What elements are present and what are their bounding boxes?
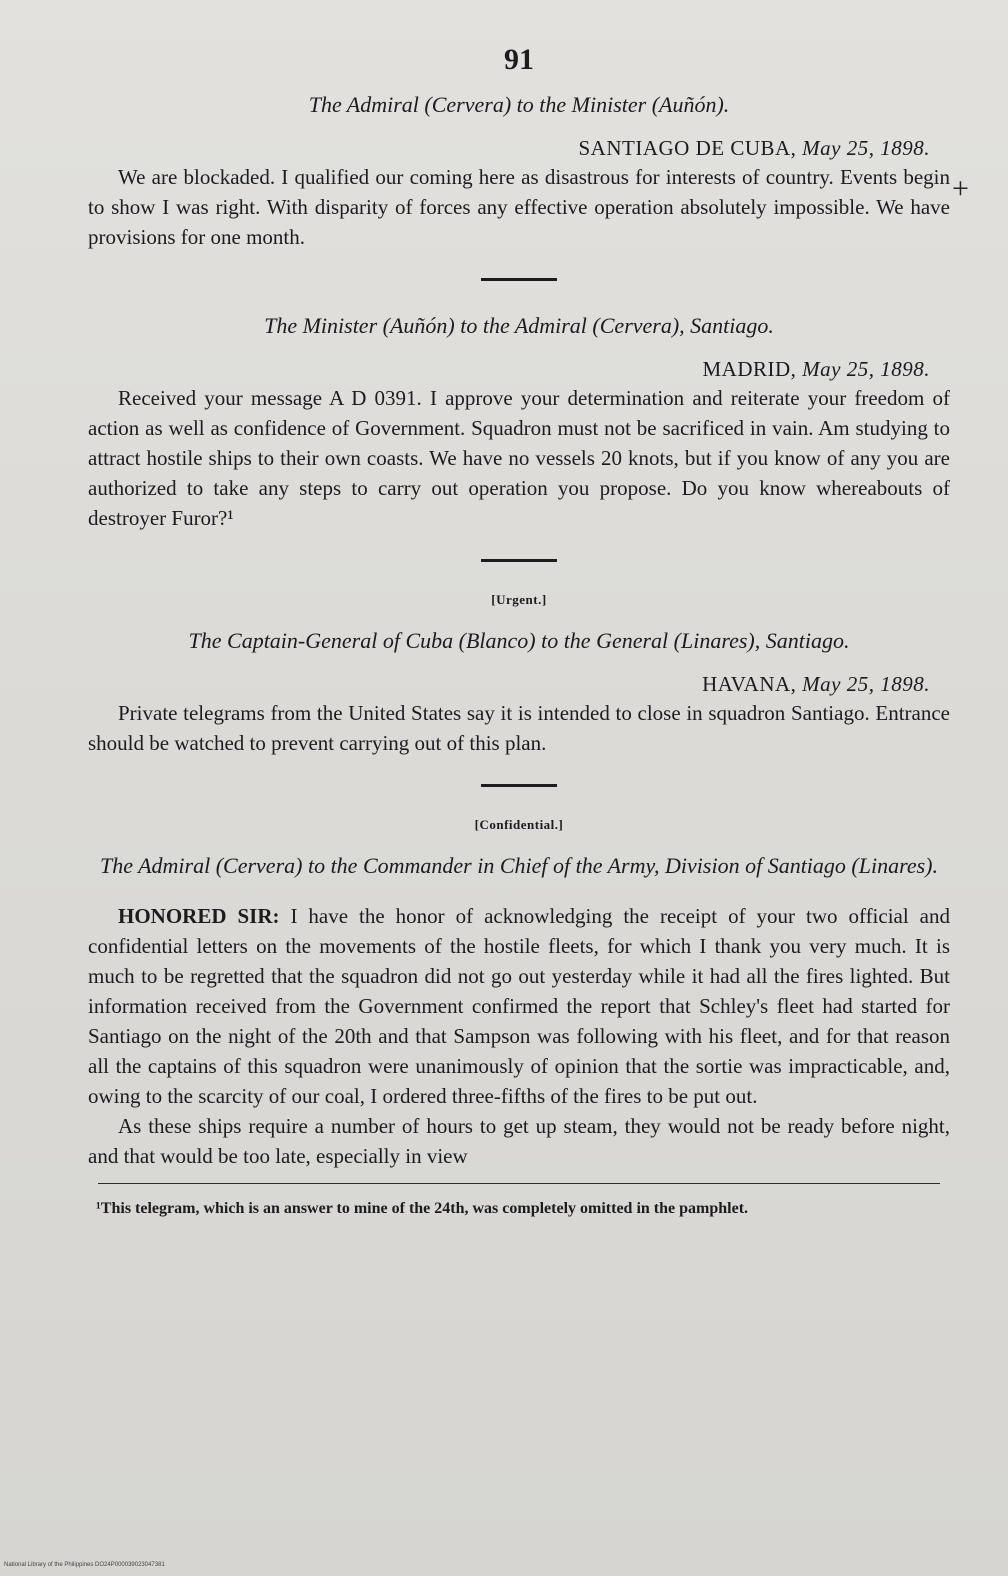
section-4-note: [Confidential.] — [474, 817, 564, 832]
page-number: 91 — [504, 43, 534, 76]
section-3-heading: The Captain-General of Cuba (Blanco) to the General (Linares), Santiago. — [188, 628, 850, 653]
section-2-body-text: Received your message A D 0391. I approve your determination and reiterate your freedom of action as well as confidence of Government. Squadron must not be sacrificed in vain. Am studying to attract hostile ships to their own coasts. We have no vessels 20 knots, but if you know of any you are authorized to take any steps to carry out operation you propose. Do you know whereabouts of destroyer Furor?¹ — [88, 386, 950, 530]
section-4-salutation: HONORED SIR: — [118, 904, 280, 928]
section-1-body-text: We are blockaded. I qualified our coming here as disastrous for interests of country. Events begin to show I was right. With disparity of forces any effective operation absolutely impossible. We have provisions for one month. — [88, 165, 950, 249]
footnote-rule — [98, 1183, 940, 1184]
section-3-body-text: Private telegrams from the United States say it is intended to close in squadron Santiago. Entrance should be watched to prevent carrying out of this plan. — [88, 701, 950, 755]
divider-rule — [481, 559, 557, 562]
section-3-place: HAVANA, — [702, 672, 797, 696]
page-content — [88, 40, 950, 1222]
section-1-place: SANTIAGO DE CUBA, — [578, 136, 797, 160]
section-1-date: May 25, 1898. — [802, 136, 930, 160]
section-4-body2-text: As these ships require a number of hours to get up steam, they would not be ready before night, and that would be too late, especially in view — [88, 1114, 950, 1168]
section-4-body-text: I have the honor of acknowledging the receipt of your two official and confidential letters on the movements of the hostile fleets, for which I thank you very much. It is much to be regretted that the squadron did not go out yesterday while it had all the fires lighted. But information received from the Government confirmed the report that Schley's fleet had started for Santiago on the night of the 20th and that Sampson was following with his fleet, and for that reason all the captains of this squadron were unanimously of opinion that the sortie was impracticable, and, owing to the scarcity of our coal, I ordered three-fifths of the fires to be put out. — [88, 904, 950, 1108]
section-1-heading: The Admiral (Cervera) to the Minister (Auñón). — [308, 92, 730, 117]
divider-rule — [481, 278, 557, 281]
section-4-body-continued — [88, 1111, 950, 1171]
divider-rule — [481, 784, 557, 787]
section-2-place: MADRID, — [702, 357, 797, 381]
footnote: ¹This telegram, which is an answer to mine of the 24th, was completely omitted in the pamphlet. — [96, 1200, 749, 1217]
section-2-heading: The Minister (Auñón) to the Admiral (Cervera), Santiago. — [264, 313, 774, 338]
section-1-place-date — [88, 134, 930, 162]
section-4-body — [88, 901, 950, 1111]
scan-footer: National Library of the Philippines DO24P000039023047381 — [4, 1562, 165, 1568]
section-2-place-date — [88, 355, 930, 383]
section-3-date: May 25, 1898. — [802, 672, 930, 696]
section-1-body — [88, 162, 950, 252]
section-3-note: [Urgent.] — [491, 592, 547, 607]
section-3-body — [88, 698, 950, 758]
section-4-heading: The Admiral (Cervera) to the Commander in Chief of the Army, Division of Santiago (Linares). — [100, 853, 938, 878]
section-2-date: May 25, 1898. — [802, 357, 930, 381]
section-3-place-date — [88, 670, 930, 698]
section-2-body — [88, 383, 950, 533]
margin-mark: + — [952, 172, 969, 205]
